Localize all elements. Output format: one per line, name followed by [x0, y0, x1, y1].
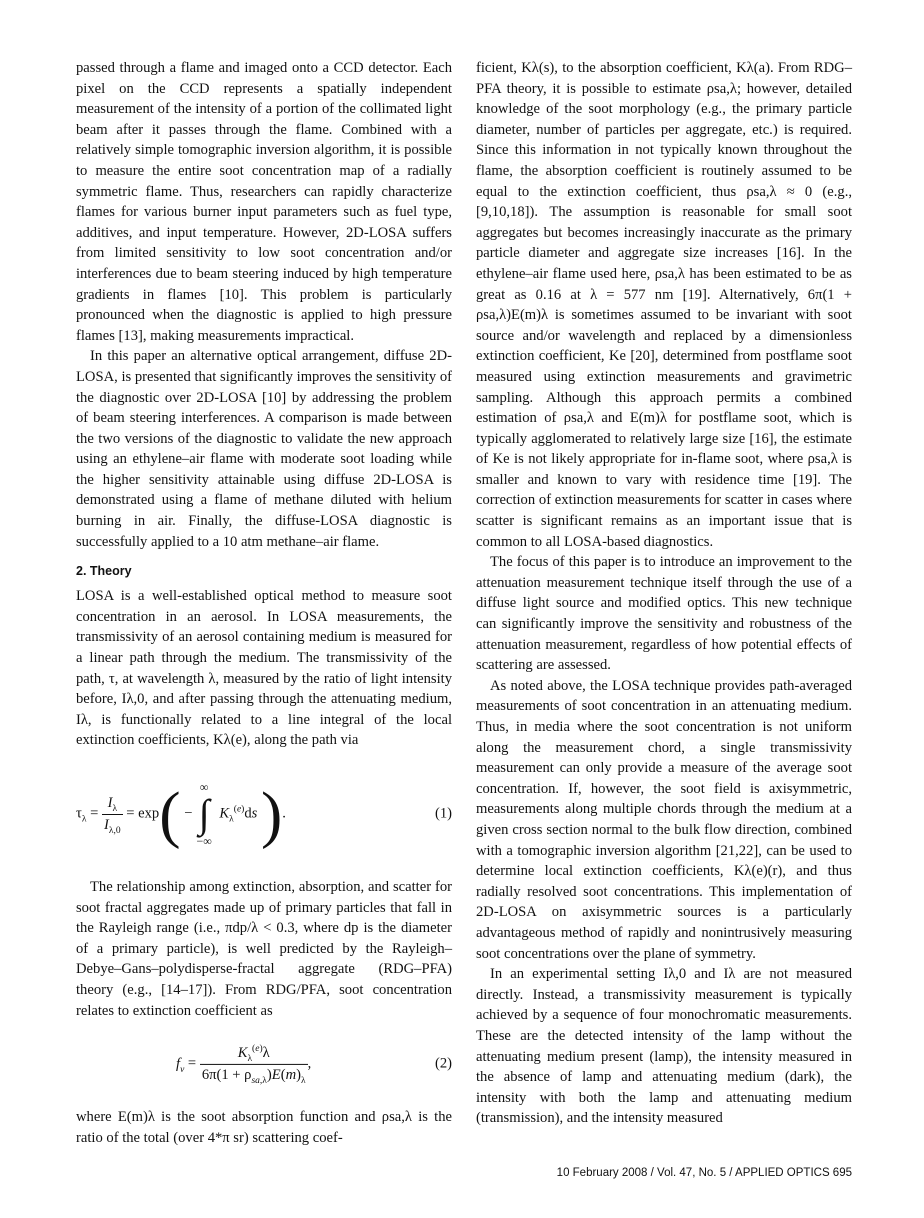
equation-number: (2): [434, 1055, 452, 1072]
left-column: [76, 58, 452, 1148]
right-column: [476, 58, 852, 1129]
paragraph: LOSA is a well-established optical method to measure soot concentration in an aerosol. In LOSA measurements, the transmissivity of an aerosol containing medium is measured for a linear path through the medium. The transmissivity of the path, τ, at wavelength λ, measured by the ratio of light intensity before, Iλ,0, and after passing through the attenuating medium, Iλ, is functionally related to a line integral of the local extinction coefficients, Kλ(e), along the path via: [76, 588, 452, 749]
paragraph: In an experimental setting Iλ,0 and Iλ are not measured directly. Instead, a transmissivity measurement is typically achieved by a sequence of four monochromatic measurements. These are the detected intensity of the lamp without the attenuating medium present (lamp), the intensity measured in the absence of lamp and attenuating medium (dark), the intensity with both the lamp and attenuating medium (transmission), and the intensity measured: [476, 966, 852, 1127]
paragraph: passed through a flame and imaged onto a CCD detector. Each pixel on the CCD represents a spatially independent measurement of the intensity of a portion of the collimated light beam after it passes through the flame. Combined with a relatively simple tomographic inversion algorithm, it is possible to measure the entire soot concentration map of a radially symmetric flame. Thus, researchers can rapidly characterize flames for various burner input parameters such as fuel type, additives, and input temperature. However, 2D-LOSA suffers from limited sensitivity to low soot concentration and/or interferences due to beam steering induced by high temperature gradients in flames [10]. This problem is particularly pronounced when the diagnostic is applied to high pressure flames [13], making measurements impractical.: [76, 60, 452, 344]
paragraph: As noted above, the LOSA technique provides path-averaged measurements of soot concentration in an attenuating medium. Thus, in media where the soot concentration is not uniform along the measurement chord, a single transmissivity measurement can only provide a measure of the average soot concentration. If, however, the soot field is axisymmetric, measurements along multiple chords through the medium at a given cross section normal to the bulk flow direction, combined with a tomographic inversion algorithm [21,22], can be used to determine local extinction coefficients, Kλ(e)(r), and thus radially resolved soot concentrations. This implementation of 2D-LOSA on axisymmetric sources is a particularly advantageous method of rapidly and nonintrusively measuring soot concentrations over the plane of symmetry.: [476, 677, 852, 962]
equation-2: $f_v$ = $\frac{K_\lambda^{(e)}\lambda}{6\pi(1 + \rho_{sa,\lambda})E(m)_\lambda}$ , (2): [176, 1044, 452, 1086]
section-heading: 2. Theory: [76, 564, 132, 579]
paragraph: where E(m)λ is the soot absorption function and ρsa,λ is the ratio of the total (over 4*π sr) scattering coef-: [76, 1109, 452, 1146]
equation-1: $\tau_\lambda$ = $\frac{I_\lambda}{I_{\lambda,0}}$ = exp( −∞ ∫ −∞ $K_\lambda^{(e)}ds$ ). (1): [76, 778, 452, 850]
equation-number: (1): [434, 805, 452, 822]
paragraph: In this paper an alternative optical arrangement, diffuse 2D-LOSA, is presented that significantly improves the sensitivity of the diagnostic over 2D-LOSA [10] by addressing the problem of beam steering interferences. A comparison is made between the two versions of the diagnostic to validate the new approach using an ethylene–air flame with moderate soot loading while the higher sensitivity attainable using diffuse 2D-LOSA is demonstrated using a flame of methane diluted with helium burning in air. Finally, the diffuse-LOSA diagnostic is successfully applied to a 10 atm methane–air flame.: [76, 348, 452, 550]
paragraph: The relationship among extinction, absorption, and scatter for soot fractal aggregates made up of primary particles that fall in the Rayleigh range (i.e., πdp/λ < 0.3, where dp is the diameter of a primary particle), is well predicted by the Rayleigh–Debye–Gans–polydisperse-fractal aggregate (RDG–PFA) theory (e.g., [14–17]). From RDG/PFA, soot concentration relates to extinction coefficient as: [76, 879, 452, 1019]
paragraph: ficient, Kλ(s), to the absorption coefficient, Kλ(a). From RDG–PFA theory, it is possible to estimate ρsa,λ; however, detailed knowledge of the soot morphology (e.g., the primary particle diameter, number of particles per aggregate, etc.) is required. Since this information in not typically known throughout the flame, the absorption coefficient is routinely assumed to be equal to the extinction coefficient, thus ρsa,λ ≈ 0 (e.g., [9,10,18]). The assumption is reasonable for small soot aggregates but becomes increasingly inaccurate as the primary particle diameter and aggregate size increases [16]. In the ethylene–air flame used here, ρsa,λ has been estimated to be as great as 0.16 at λ = 577 nm [19]. Alternatively, 6π(1 + ρsa,λ)E(m)λ is sometimes assumed to be invariant with soot source and/or wavelength and replaced by a dimensionless extinction coefficient, Ke [20], determined from postflame soot measured using extinction measurements and gravimetric sampling. Although this approach permits a combined estimation of ρsa,λ and E(m)λ for postflame soot, which is typically agglomerated to relatively large size [16], the estimate of Ke is not likely appropriate for in-flame soot, where ρsa,λ is smaller and known to vary with residence time [19]. The correction of extinction measurements for scatter in cases where scatter is significant remains as an important issue that is common to all LOSA-based diagnostics.: [476, 60, 852, 550]
page-footer: 10 February 2008 / Vol. 47, No. 5 / APPLIED OPTICS 695: [556, 1167, 852, 1179]
paragraph: The focus of this paper is to introduce an improvement to the attenuation measurement technique itself through the use of a diffuse light source and modified optics. This new technique can significantly improve the sensitivity and robustness of the attenuation measurement, regardless of how potential effects of scattering are assessed.: [476, 554, 852, 674]
